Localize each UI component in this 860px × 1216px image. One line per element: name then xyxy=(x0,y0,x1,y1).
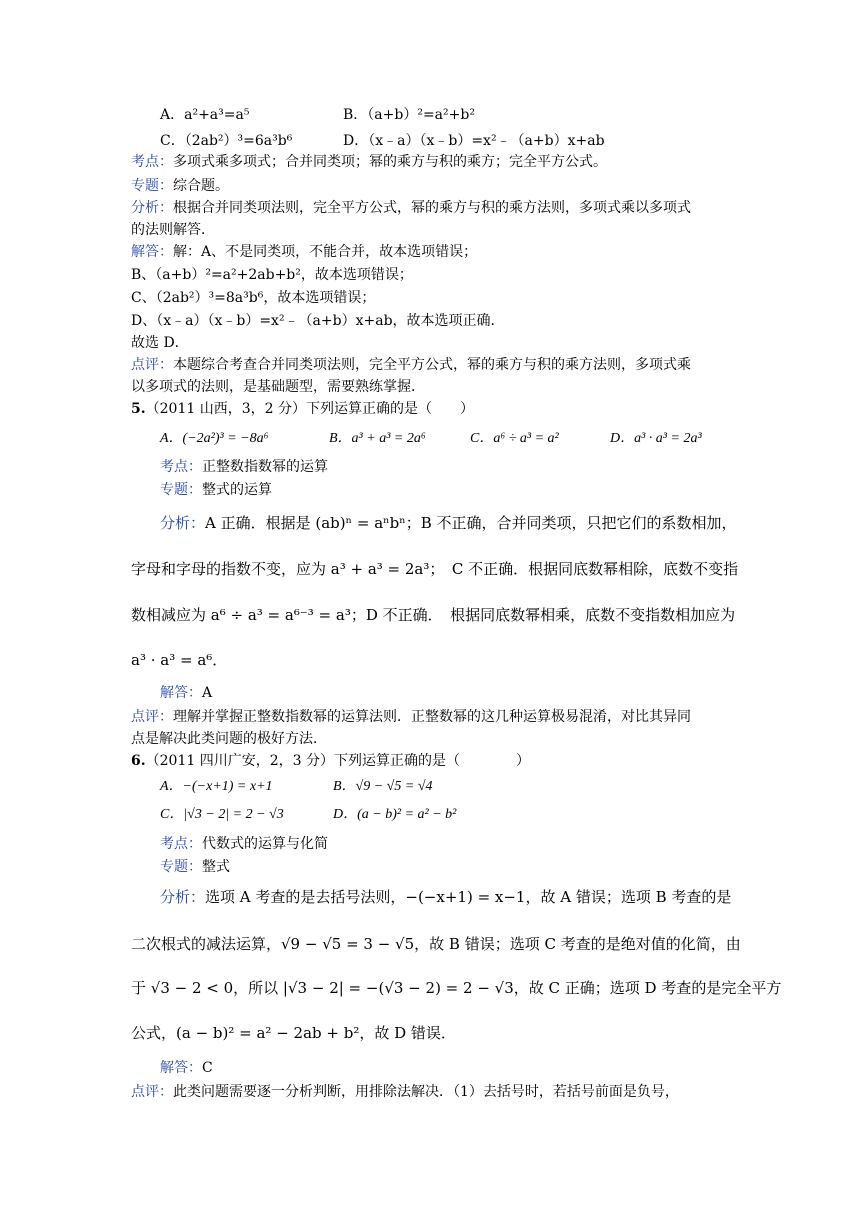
q6-kaodian-label: 考点： xyxy=(160,836,202,852)
q6-kaodian xyxy=(160,834,328,854)
q6-jieda-label: 解答： xyxy=(160,1060,202,1076)
q6-fenxi-4: 公式，(a − b)² = a² − 2ab + b²，故 D 错误． xyxy=(131,1024,456,1042)
q6-zhuanti-text: 整式 xyxy=(202,859,230,875)
q4-jieda-4: D、（x﹣a）（x﹣b）=x²﹣（a+b）x+ab，故本选项正确． xyxy=(131,313,505,329)
q6-fenxi-2: 二次根式的减法运算，√9 − √5 = 3 − √5，故 B 错误；选项 C 考查的是绝对值的化简，由 xyxy=(131,935,741,953)
q4-dianping-2: 以多项式的法则，是基础题型，需要熟练掌握． xyxy=(131,379,425,395)
q4-dianping-text-1: 本题综合考查合并同类项法则，完全平方公式，幂的乘方与积的乘方法则，多项式乘 xyxy=(173,357,691,373)
q5-option-a: A．(−2a²)³ = −8a⁶ xyxy=(160,431,269,446)
q4-option-a: A．a²+a³=a⁵ xyxy=(160,107,250,123)
q4-zhuanti-text: 综合题。 xyxy=(173,178,229,194)
q5-dianping-text-1: 理解并掌握正整数指数幂的运算法则．正整数幂的这几种运算极易混淆，对比其异同 xyxy=(173,709,691,725)
q5-zhuanti xyxy=(160,480,272,500)
q6-stem-text: （2011 四川广安，2，3 分）下列运算正确的是（ ） xyxy=(145,753,530,769)
q6-option-d: D．(a − b)² = a² − b² xyxy=(333,807,457,822)
q4-option-d: D．（x﹣a）（x﹣b）=x²﹣（a+b）x+ab xyxy=(343,133,605,149)
q4-jieda-label: 解答： xyxy=(131,244,173,260)
q4-jieda-5: 故选 D． xyxy=(131,335,189,351)
q5-kaodian xyxy=(160,457,328,477)
q5-number: 5. xyxy=(131,401,146,417)
q5-jieda-label: 解答： xyxy=(160,685,202,701)
q4-jieda-2: B、（a+b）²=a²+2ab+b²，故本选项错误； xyxy=(131,267,413,283)
q5-fenxi-3: 数相减应为 a⁶ ÷ a³ = a⁶⁻³ = a³；D 不正确． 根据同底数幂相乘，底数不变指数相加应为 xyxy=(131,606,736,624)
q6-option-b: B．√9 − √5 = √4 xyxy=(333,779,433,794)
q4-fenxi-label: 分析： xyxy=(131,200,173,216)
q4-kaodian-text: 多项式乘多项式；合并同类项；幂的乘方与积的乘方；完全平方公式。 xyxy=(173,154,607,170)
q5-jieda-text: A xyxy=(202,685,213,701)
q5-jieda xyxy=(160,683,212,703)
q6-dianping-label: 点评： xyxy=(131,1084,173,1100)
q5-dianping-label: 点评： xyxy=(131,709,173,725)
q4-fenxi-2: 的法则解答． xyxy=(131,222,215,238)
q5-dianping-1 xyxy=(131,707,691,727)
q4-jieda-text-1: 解：A、不是同类项，不能合并，故本选项错误； xyxy=(173,244,478,260)
q5-kaodian-text: 正整数指数幂的运算 xyxy=(202,459,328,475)
q5-fenxi-1 xyxy=(160,513,737,533)
q5-fenxi-4: a³ · a³ = a⁶． xyxy=(131,651,228,669)
q6-number: 6. xyxy=(131,753,146,769)
q5-zhuanti-label: 专题： xyxy=(160,482,202,498)
q5-stem-text: （2011 山西，3，2 分）下列运算正确的是（ ） xyxy=(145,401,474,417)
q5-option-d: D．a³ · a³ = 2a³ xyxy=(610,431,702,446)
q4-zhuanti-label: 专题： xyxy=(131,178,173,194)
q6-kaodian-text: 代数式的运算与化简 xyxy=(202,836,328,852)
q4-zhuanti xyxy=(131,176,229,196)
q6-dianping-text-1: 此类问题需要逐一分析判断，用排除法解决．（1）去括号时，若括号前面是负号， xyxy=(173,1084,679,1100)
q5-fenxi-text-1: A 正确．根据是 (ab)ⁿ = aⁿbⁿ；B 不正确，合并同类项，只把它们的系数相加， xyxy=(205,514,737,532)
q6-dianping-1 xyxy=(131,1082,679,1102)
q5-dianping-2: 点是解决此类问题的极好方法． xyxy=(131,731,327,747)
q5-option-c: C．a⁶ ÷ a³ = a² xyxy=(470,431,559,446)
q5-stem xyxy=(131,399,474,419)
q4-kaodian xyxy=(131,152,607,172)
q6-fenxi-3: 于 √3 − 2 < 0，所以 |√3 − 2| = −(√3 − 2) = 2 − √3，故 C 正确；选项 D 考查的是完全平方 xyxy=(131,979,782,997)
q4-option-c: C．（2ab²）³=6a³b⁶ xyxy=(160,133,293,149)
q5-fenxi-2: 字母和字母的指数不变，应为 a³ + a³ = 2a³； C 不正确．根据同底数幂相除，底数不变指 xyxy=(131,560,739,578)
q6-stem xyxy=(131,751,530,771)
q6-option-c: C．|√3 − 2| = 2 − √3 xyxy=(160,807,284,822)
q6-fenxi-label: 分析： xyxy=(160,888,206,906)
q4-kaodian-label: 考点： xyxy=(131,154,173,170)
q4-dianping-1 xyxy=(131,355,691,375)
q6-zhuanti xyxy=(160,857,230,877)
q5-option-b: B．a³ + a³ = 2a⁶ xyxy=(329,431,426,446)
q4-option-b: B．（a+b）²=a²+b² xyxy=(343,107,475,123)
q4-dianping-label: 点评： xyxy=(131,357,173,373)
q6-fenxi-1 xyxy=(160,887,731,907)
q4-jieda-1 xyxy=(131,242,477,262)
q5-zhuanti-text: 整式的运算 xyxy=(202,482,272,498)
q6-option-a: A．−(−x+1) = x+1 xyxy=(160,779,273,794)
q6-fenxi-text-1: 选项 A 考查的是去括号法则，−(−x+1) = x−1，故 A 错误；选项 B 考查的是 xyxy=(205,888,732,906)
q5-fenxi-label: 分析： xyxy=(160,514,206,532)
q4-fenxi-1 xyxy=(131,198,691,218)
q4-fenxi-text-1: 根据合并同类项法则，完全平方公式，幂的乘方与积的乘方法则，多项式乘以多项式 xyxy=(173,200,691,216)
q6-jieda-text: C xyxy=(202,1060,213,1076)
q5-kaodian-label: 考点： xyxy=(160,459,202,475)
q4-jieda-3: C、（2ab²）³=8a³b⁶，故本选项错误； xyxy=(131,290,376,306)
q6-zhuanti-label: 专题： xyxy=(160,859,202,875)
q6-jieda xyxy=(160,1058,213,1078)
